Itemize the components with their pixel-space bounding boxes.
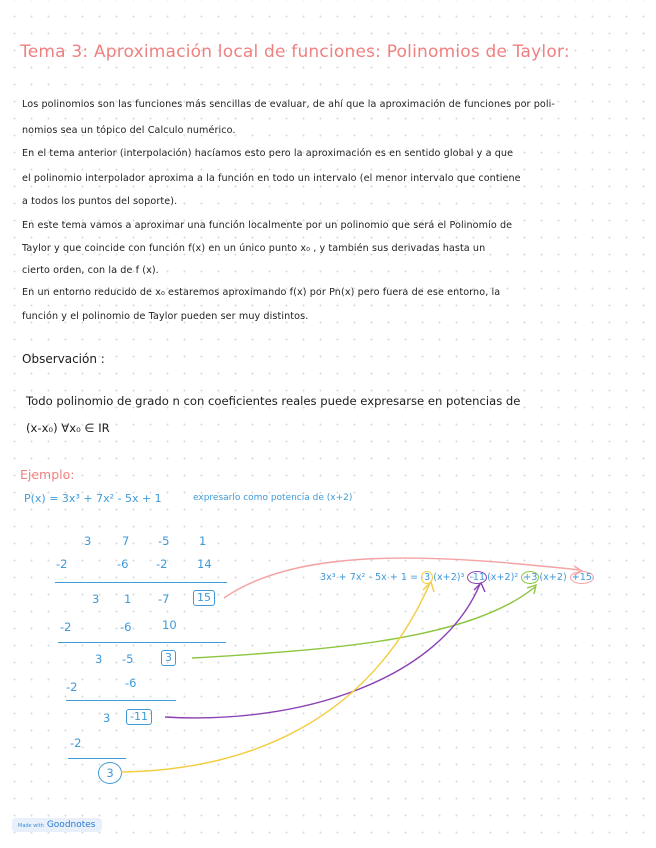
ejemplo-note: expresarlo como potencia de (x+2) [193, 493, 353, 503]
paragraph-line: el polinomio interpolador aproxima a la función en todo un intervalo (el menor intervalo que contiene [22, 173, 521, 184]
paragraph-line: cierto orden, con la de f (x). [22, 265, 159, 276]
ruffini-value: 10 [162, 618, 177, 632]
arrow-green [192, 587, 535, 658]
ruffini-remainder-box: 15 [193, 590, 215, 606]
goodnotes-badge [12, 818, 102, 832]
result-lhs: 3x³ + 7x² - 5x + 1 = [320, 572, 422, 583]
result-coef-circled: +15 [571, 572, 592, 583]
ruffini-value: -6 [125, 676, 137, 690]
ruffini-divisor: -2 [70, 736, 82, 750]
ruffini-value: -2 [156, 557, 168, 571]
observacion-line: (x-x₀) ∀x₀ ∈ IR [26, 421, 110, 435]
ejemplo-polynomial: P(x) = 3x³ + 7x² - 5x + 1 [24, 492, 162, 505]
arrow-purple-head [474, 583, 485, 592]
ruffini-value: 3 [103, 711, 111, 725]
paragraph-line: a todos los puntos del soporte). [22, 196, 178, 207]
ruffini-circled-text: 3 [106, 766, 114, 780]
badge-made-with: Made with [18, 823, 44, 829]
result-coef-circled: 3 [421, 571, 433, 584]
result-term: (x+2)² [487, 572, 519, 583]
paragraph-line: nomios sea un tópico del Calculo numérico. [22, 125, 236, 136]
ejemplo-heading: Ejemplo: [20, 467, 75, 482]
paragraph-line: Taylor y que coincide con función f(x) en un único punto x₀ , y también sus derivadas hasta un [22, 243, 486, 254]
paragraph-line: función y el polinomio de Taylor pueden ser muy distintos. [22, 311, 309, 322]
paragraph-line: En este tema vamos a aproximar una función localmente por un polinomio que será el Polinomio de [22, 220, 513, 231]
ruffini-value: -7 [158, 592, 170, 606]
ruffini-value: -5 [158, 534, 170, 548]
ruffini-value: -6 [117, 557, 129, 571]
arrow-pink-head [574, 566, 582, 575]
paragraph-line: Los polinomios son las funciones más sencillas de evaluar, de ahí que la aproximación de funciones por poli- [22, 99, 555, 110]
ruffini-divisor: -2 [56, 557, 68, 571]
arrow-purple [165, 584, 480, 718]
observacion-heading: Observación : [22, 352, 105, 366]
badge-brand: Goodnotes [46, 820, 96, 830]
arrow-pink [224, 558, 580, 598]
ruffini-value: 3 [95, 652, 103, 666]
paragraph-line: En el tema anterior (interpolación) hacíamos esto pero la aproximación es en sentido global y a que [22, 148, 514, 159]
observacion-line: Todo polinomio de grado n con coeficientes reales puede expresarse en potencias de [26, 394, 521, 408]
result-coef-circled: -11 [469, 572, 486, 583]
result-coef-circled: +3 [523, 572, 538, 583]
ruffini-remainder-box: 3 [161, 650, 176, 666]
ruffini-remainder-box: -11 [126, 709, 152, 725]
ruffini-value: 7 [122, 534, 130, 548]
ruffini-value: 3 [84, 534, 92, 548]
ruffini-value: -6 [120, 620, 132, 634]
ruffini-value: 1 [124, 592, 132, 606]
ruffini-divisor: -2 [66, 680, 78, 694]
page-title: Tema 3: Aproximación local de funciones: Polinomios de Taylor: [20, 42, 570, 62]
ruffini-value: -5 [122, 652, 134, 666]
ruffini-value: 3 [92, 592, 100, 606]
ruffini-divisor: -2 [60, 620, 72, 634]
result-term: (x+2) [539, 572, 567, 583]
result-term: (x+2)³ [433, 572, 465, 583]
ruffini-value: 1 [199, 534, 207, 548]
paragraph-line: En un entorno reducido de x₀ estaremos aproximando f(x) por Pn(x) pero fuera de ese entorno, la [22, 287, 501, 298]
ruffini-value: 14 [197, 557, 212, 571]
